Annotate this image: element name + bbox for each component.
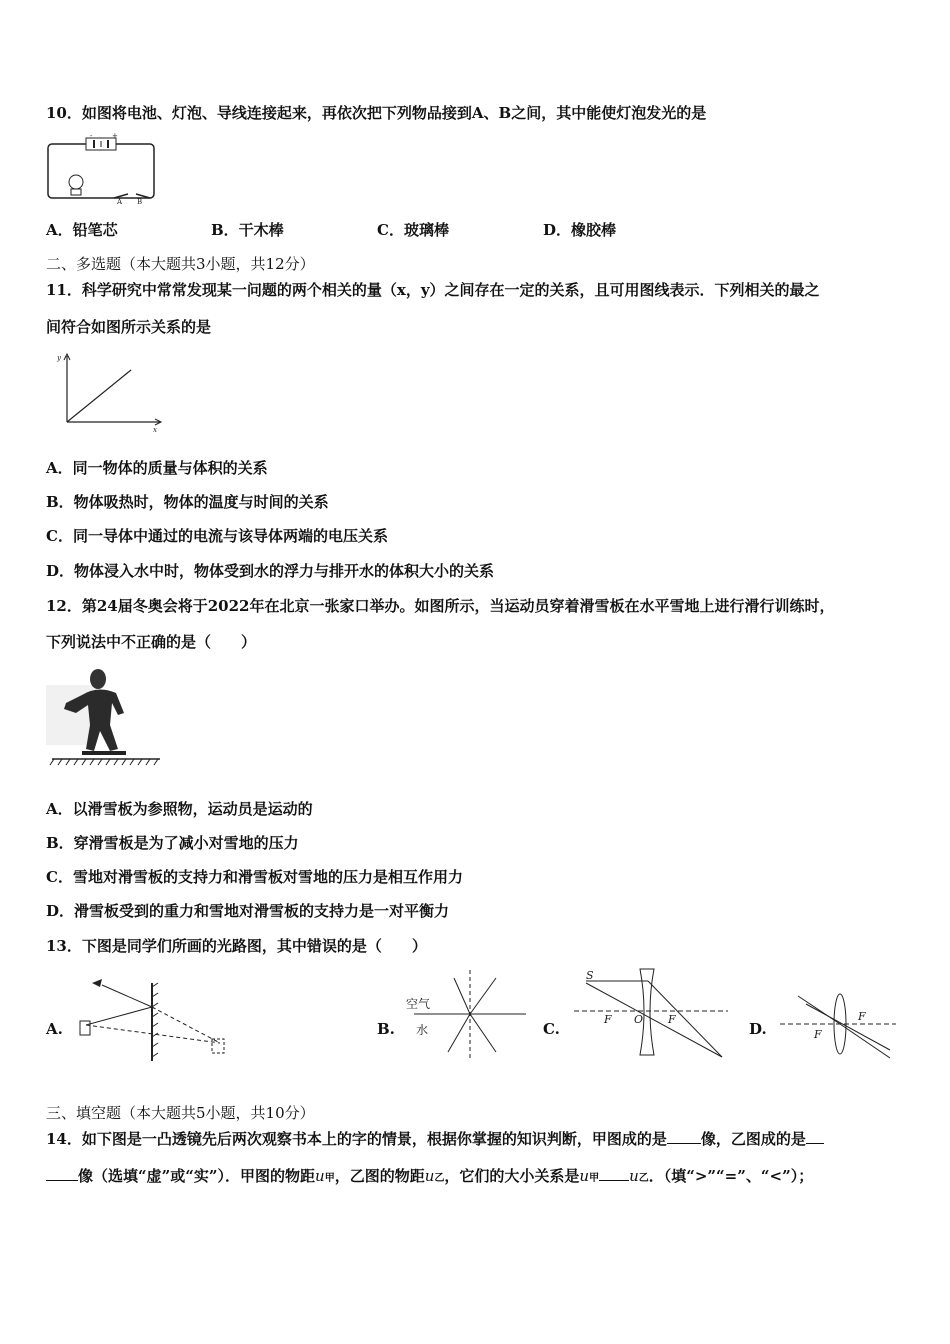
air-label: 空气 — [406, 997, 431, 1011]
q11-option-d: D．物体浸入水中时，物体受到水的浮力与排开水的体积大小的关系 — [46, 562, 495, 580]
q10-option-a: A．铅笔芯 — [46, 221, 118, 239]
u-symbol-4: u — [629, 1167, 639, 1185]
q14-line2 — [46, 1166, 813, 1189]
circuit-figure — [46, 132, 158, 204]
sub-jia-2: 甲 — [589, 1173, 600, 1184]
q13-label-b: B. — [377, 1020, 395, 1038]
f-right-label-d: F — [858, 1010, 866, 1023]
q11-option-a: A．同一物体的质量与体积的关系 — [46, 459, 268, 477]
terminal-a-label: A — [117, 198, 123, 206]
q14-part3: 像（选填“虚”或“实”）．甲图的物距 — [78, 1167, 316, 1185]
q11-stem-line2: 间符合如图所示关系的是 — [46, 318, 212, 336]
o-label: O — [634, 1013, 644, 1026]
q12-option-a: A．以滑雪板为参照物，运动员是运动的 — [46, 800, 313, 818]
q14-part2: 像，乙图成的是 — [700, 1130, 806, 1148]
q14-part4: ，乙图的物距 — [334, 1167, 425, 1185]
q11-option-c: C．同一导体中通过的电流与该导体两端的电压关系 — [46, 527, 388, 545]
skier-figure — [46, 665, 166, 771]
q12-option-d: D．滑雪板受到的重力和雪地对滑雪板的支持力是一对平衡力 — [46, 902, 450, 920]
u-symbol: u — [315, 1167, 325, 1185]
q14-blank1[interactable] — [667, 1129, 701, 1144]
q14-blank3[interactable] — [599, 1166, 629, 1181]
q10-stem: 10．如图将电池、灯泡、导线连接起来，再依次把下列物品接到A、B之间，其中能使灯泡发光的是 — [46, 104, 707, 122]
s-label: S — [586, 969, 594, 982]
sub-jia: 甲 — [324, 1173, 335, 1184]
f-left-label-d: F — [814, 1028, 822, 1041]
q13-stem: 13．下图是同学们所画的光路图，其中错误的是（ ） — [46, 937, 427, 955]
q14-blank2-end[interactable] — [46, 1166, 78, 1181]
q13-label-a: A. — [46, 1020, 63, 1038]
sub-yi: 乙 — [434, 1173, 445, 1184]
q14-line1 — [46, 1129, 824, 1149]
terminal-b-label: B — [137, 198, 143, 206]
q10-option-c: C．玻璃棒 — [377, 221, 449, 239]
q12-option-b: B．穿滑雪板是为了减小对雪地的压力 — [46, 834, 299, 852]
q10-option-b: B．干木棒 — [211, 221, 284, 239]
q12-stem-line1: 12．第24届冬奥会将于2022年在北京一张家口举办。如图所示，当运动员穿着滑雪板在水平雪地上进行滑行训练时， — [46, 597, 835, 615]
section2-heading: 二、多选题（本大题共3小题，共12分） — [46, 255, 315, 273]
q14-blank2-start[interactable] — [806, 1129, 824, 1144]
u-symbol-3: u — [579, 1167, 590, 1185]
svg-text:+: + — [112, 132, 118, 140]
f-left-label: F — [604, 1013, 612, 1026]
q13-label-c: C. — [543, 1020, 560, 1038]
sub-yi-2: 乙 — [638, 1173, 649, 1184]
q12-option-c: C．雪地对滑雪板的支持力和滑雪板对雪地的压力是相互作用力 — [46, 868, 463, 886]
f-right-label: F — [668, 1013, 676, 1026]
q12-stem-line2: 下列说法中不正确的是（ ） — [46, 633, 257, 651]
y-axis-label: y — [57, 354, 61, 362]
q11-stem-line1: 11．科学研究中常常发现某一问题的两个相关的量（x，y）之间存在一定的关系，且可用图线表示．下列相关的最之 — [46, 281, 820, 299]
water-label: 水 — [416, 1023, 429, 1037]
q14-part1: 14．如下图是一凸透镜先后两次观察书本上的字的情景，根据你掌握的知识判断，甲图成的是 — [46, 1130, 667, 1148]
section3-heading: 三、填空题（本大题共5小题，共10分） — [46, 1104, 315, 1122]
refraction-figure — [404, 968, 534, 1058]
xy-graph — [55, 352, 165, 432]
q14-part6: ．（填“>”“=”、“<”）； — [648, 1167, 814, 1185]
svg-text:-: - — [90, 132, 93, 140]
concave-lens-figure — [572, 965, 732, 1060]
convex-lens-figure — [778, 990, 898, 1065]
q11-option-b: B．物体吸热时，物体的温度与时间的关系 — [46, 493, 329, 511]
u-symbol-2: u — [424, 1167, 435, 1185]
q10-option-d: D．橡胶棒 — [543, 221, 617, 239]
x-axis-label: x — [153, 426, 157, 434]
q13-label-d: D. — [749, 1020, 767, 1038]
q14-part5: ，它们的大小关系是 — [444, 1167, 580, 1185]
mirror-reflection-figure — [72, 975, 232, 1065]
